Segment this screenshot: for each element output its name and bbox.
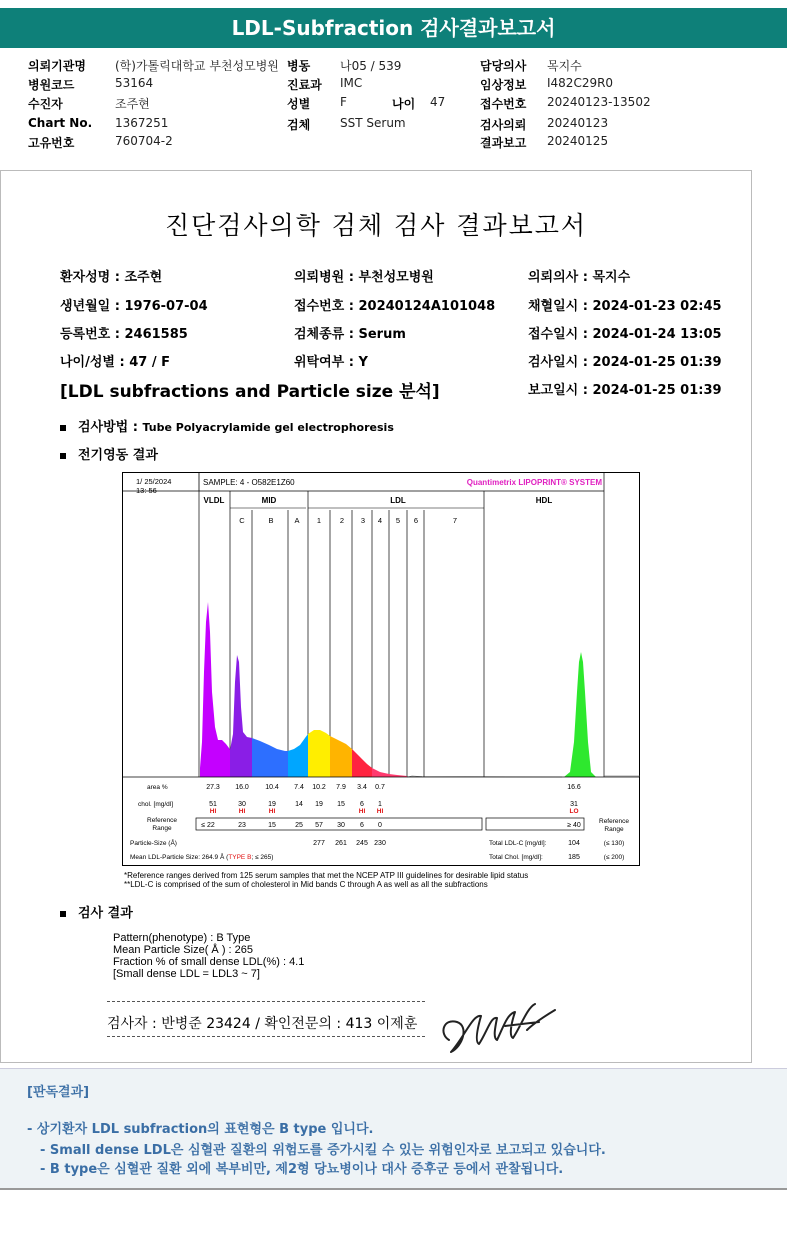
band-label: C — [239, 516, 245, 525]
header-label: 진료과 — [287, 78, 322, 92]
header-label: 나이 — [392, 97, 416, 111]
header-label: Chart No. — [28, 116, 93, 130]
mean-size-label: Mean LDL-Particle Size: 264.9 Å ( — [130, 854, 229, 861]
header-value: 목지수 — [547, 59, 582, 73]
result-label: 검사 결과 — [78, 906, 133, 921]
particle-value: 277 — [313, 840, 325, 847]
band-label: 4 — [377, 516, 383, 525]
header-value: 20240123 — [547, 116, 609, 130]
patient-field: 등록번호 : 2461585 — [60, 327, 188, 342]
method-label: 검사방법 : — [78, 420, 143, 435]
band-label: 6 — [413, 516, 419, 525]
header-value: 20240123-13502 — [547, 95, 651, 109]
total-chol-label: Total Chol. [mg/dl]: — [489, 854, 543, 861]
chart-system-title: Quantimetrix LIPOPRINT® SYSTEM — [466, 478, 602, 487]
area-ldl1 — [308, 730, 330, 777]
chol-flag: HI — [238, 808, 246, 815]
chol-flag: HI — [358, 808, 366, 815]
ref-value: 30 — [337, 822, 345, 829]
result-item: Fraction % of small dense LDL(%) : 4.1 — [113, 956, 305, 968]
result-line — [60, 902, 133, 921]
particle-label: Particle-Size (Å) — [130, 840, 177, 847]
patient-field: 검사일시 : 2024-01-25 01:39 — [528, 355, 722, 370]
ref-label: Range — [152, 825, 172, 832]
section-heading: [LDL subfractions and Particle size 분석] — [60, 382, 440, 402]
chol-flag: HI — [376, 808, 384, 815]
chart-time: 13: 56 — [136, 486, 157, 495]
footnote: **LDL-C is comprised of the sum of cholesterol in Mid bands C through A as well as all the subfractions — [124, 880, 488, 889]
group-label-ldl: LDL — [390, 496, 406, 505]
ref-value: 25 — [295, 822, 303, 829]
patient-field: 나이/성별 : 47 / F — [60, 355, 171, 370]
bullet-icon — [60, 911, 66, 917]
patient-field: 접수번호 : 20240124A101048 — [294, 299, 496, 314]
chol-label: chol. [mg/dl] — [138, 801, 174, 808]
header-value: 조주현 — [115, 97, 150, 111]
header-label: 담당의사 — [480, 59, 527, 73]
chol-value: 6 — [360, 801, 364, 808]
chol-value: 19 — [268, 801, 276, 808]
patient-field: 접수일시 : 2024-01-24 13:05 — [528, 327, 722, 342]
examiner-line: 검사자 : 반병준 23424 / 확인전문의 : 413 이제훈 — [107, 1016, 418, 1032]
mean-size-tail: ; ≤ 265) — [251, 854, 274, 861]
particle-value: 230 — [374, 840, 386, 847]
chol-flag: HI — [268, 808, 276, 815]
chart-sample: SAMPLE: 4 - O582E1Z60 — [203, 478, 295, 487]
group-label-vldl: VLDL — [203, 496, 225, 505]
result-item: Pattern(phenotype) : B Type — [113, 932, 251, 944]
area-value: 27.3 — [206, 784, 220, 791]
header-value: I482C29R0 — [547, 76, 614, 90]
total-ldl-ref: (≤ 130) — [603, 840, 625, 847]
chol-value: 14 — [295, 801, 303, 808]
footnote: *Reference ranges derived from 125 serum samples that met the NCEP ATP III guidelines for desirable lipid status — [124, 871, 529, 880]
header-value: 53164 — [115, 76, 154, 90]
group-label-mid: MID — [261, 496, 277, 505]
ref-label: Range — [604, 826, 624, 833]
header-value: 47 — [430, 95, 446, 109]
area-value: 3.4 — [357, 784, 367, 791]
area-value: 10.2 — [312, 784, 326, 791]
particle-value: 245 — [356, 840, 368, 847]
header-label: 수진자 — [28, 97, 63, 111]
band-label: 1 — [316, 516, 322, 525]
header-label: 결과보고 — [480, 136, 527, 150]
verdict-line: - B type은 심혈관 질환 외에 복부비만, 제2형 당뇨병이나 대사 증후군 등에서 관찰됩니다. — [40, 1162, 564, 1177]
band-label: A — [294, 516, 300, 525]
area-value: 10.4 — [265, 784, 279, 791]
band-label: 2 — [339, 516, 345, 525]
result-summary — [113, 932, 304, 980]
report-time: 보고일시 : 2024-01-25 01:39 — [528, 383, 722, 398]
chart-date: 1/ 25/2024 — [136, 477, 172, 486]
chol-value: 19 — [315, 801, 323, 808]
ref-value: 0 — [378, 822, 382, 829]
patient-field: 위탁여부 : Y — [294, 355, 368, 370]
bullet-icon — [60, 425, 66, 431]
divider — [107, 1036, 425, 1037]
hdl-ref-value: ≥ 40 — [567, 822, 581, 829]
patient-field: 채혈일시 : 2024-01-23 02:45 — [528, 299, 722, 314]
result-item: [Small dense LDL = LDL3 ~ 7] — [113, 968, 260, 980]
band-label: B — [268, 516, 274, 525]
patient-field: 의뢰병원 : 부천성모병원 — [294, 270, 434, 285]
page-title: LDL-Subfraction 검사결과보고서 — [0, 8, 787, 48]
header-label: 임상정보 — [480, 78, 527, 92]
header-value: SST Serum — [340, 116, 406, 130]
hdl-area-value: 16.6 — [567, 784, 581, 791]
header-label: 병원코드 — [28, 78, 75, 92]
area-value: 16.0 — [235, 784, 249, 791]
patient-field: 의뢰의사 : 목지수 — [528, 270, 631, 285]
area-label: area % — [147, 784, 168, 791]
verdict-line: - Small dense LDL은 심혈관 질환의 위험도를 증가시킬 수 있는 위험인자로 보고되고 있습니다. — [40, 1143, 606, 1158]
total-chol-ref: (≤ 200) — [603, 854, 625, 861]
ref-value: 57 — [315, 822, 323, 829]
band-label: 3 — [360, 516, 366, 525]
electro-line — [60, 444, 158, 463]
particle-value: 261 — [335, 840, 347, 847]
ref-label: Reference — [599, 818, 629, 825]
patient-field: 검체종류 : Serum — [294, 327, 406, 342]
electro-label: 전기영동 결과 — [78, 448, 158, 463]
chol-value: 30 — [238, 801, 246, 808]
header-label: 검체 — [287, 118, 311, 132]
header-value: (학)가톨릭대학교 부천성모병원 — [115, 59, 279, 73]
chol-value: 1 — [378, 801, 382, 808]
handwritten-signature — [435, 996, 563, 1058]
method-value: Tube Polyacrylamide gel electrophoresis — [142, 421, 394, 434]
chol-flag: HI — [209, 808, 217, 815]
chol-value: 15 — [337, 801, 345, 808]
ref-value: 15 — [268, 822, 276, 829]
result-item: Mean Particle Size( Å ) : 265 — [113, 944, 254, 956]
ref-value: 6 — [360, 822, 364, 829]
header-value: 760704-2 — [115, 134, 173, 148]
chol-value: 51 — [209, 801, 217, 808]
verdict-title: [판독결과] — [27, 1085, 90, 1100]
header-value: 나05 / 539 — [340, 59, 402, 73]
header-value: 20240125 — [547, 134, 609, 148]
header-label: 의뢰기관명 — [28, 59, 86, 73]
total-ldl-value: 104 — [568, 840, 580, 847]
patient-field: 환자성명 : 조주현 — [60, 270, 163, 285]
header-label: 고유번호 — [28, 136, 75, 150]
lipoprint-chart — [122, 472, 640, 866]
area-value: 7.9 — [336, 784, 346, 791]
header-label: 병동 — [287, 59, 311, 73]
ref-label: Reference — [147, 817, 177, 824]
method-line — [60, 416, 394, 435]
band-label: 5 — [395, 516, 401, 525]
hdl-chol-flag: LO — [569, 808, 579, 815]
header-value: F — [340, 95, 347, 109]
mean-size-type: TYPE B — [228, 854, 252, 861]
band-label: 7 — [452, 516, 458, 525]
patient-field: 생년월일 : 1976-07-04 — [60, 299, 208, 314]
verdict-line: - 상기환자 LDL subfraction의 표현형은 B type 입니다. — [27, 1122, 374, 1137]
ref-value: 23 — [238, 822, 246, 829]
area-value: 0.7 — [375, 784, 385, 791]
total-chol-value: 185 — [568, 854, 580, 861]
header-label: 접수번호 — [480, 97, 527, 111]
header-label: 검사의뢰 — [480, 118, 527, 132]
divider — [107, 1001, 425, 1002]
group-label-hdl: HDL — [535, 496, 553, 505]
hdl-chol-value: 31 — [570, 801, 578, 808]
report-title: 진단검사의학 검체 검사 결과보고서 — [164, 211, 588, 240]
bullet-icon — [60, 453, 66, 459]
mean-size-line — [130, 852, 273, 861]
area-value: 7.4 — [294, 784, 304, 791]
ref-value: ≤ 22 — [201, 822, 215, 829]
total-ldl-label: Total LDL-C [mg/dl]: — [489, 840, 547, 847]
header-value: IMC — [340, 76, 363, 90]
header-label: 성별 — [287, 97, 311, 111]
header-value: 1367251 — [115, 116, 169, 130]
